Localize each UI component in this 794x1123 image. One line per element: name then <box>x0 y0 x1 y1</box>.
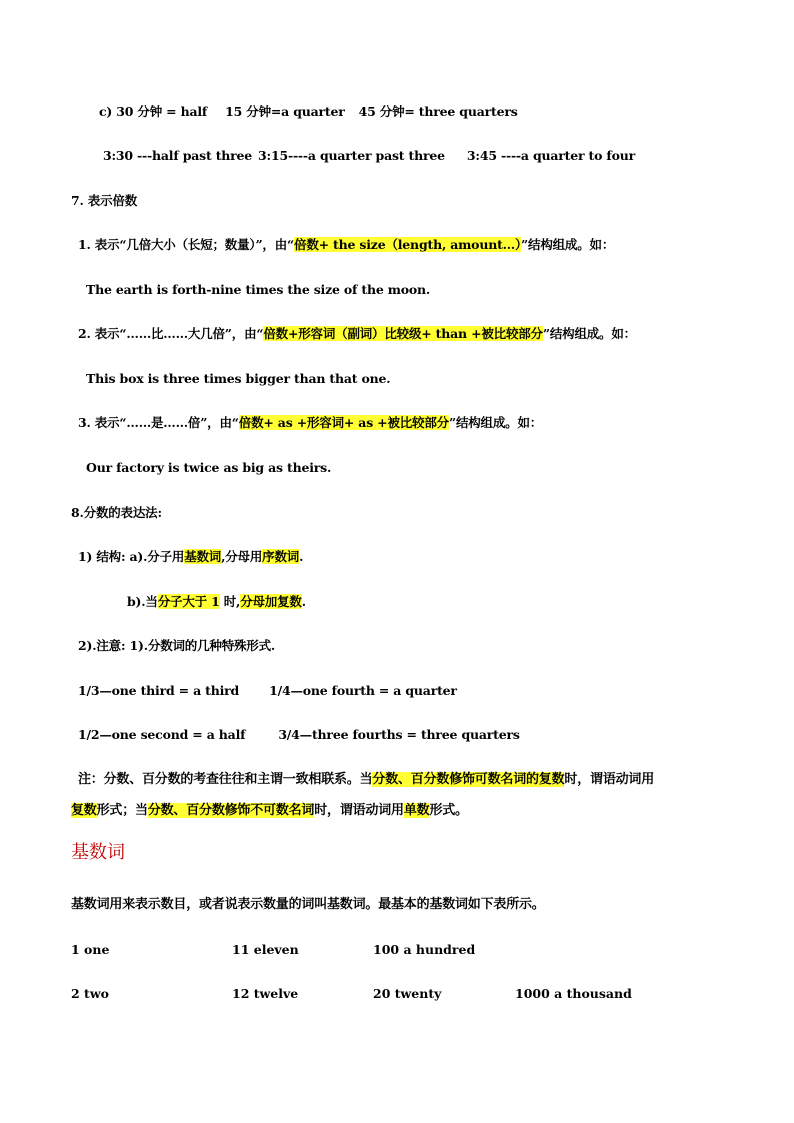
rule-1-prefix: 1. 表示“几倍大小（长短；数量）”，由“ <box>78 237 295 252</box>
rule-3-highlight: 倍数+ as +形容词+ as +被比较部分 <box>238 415 449 430</box>
fraction-structure-a <box>78 547 303 567</box>
structure-a-highlight-1: 基数词 <box>184 549 222 564</box>
rule-2-prefix: 2. 表示“……比……大几倍”，由“ <box>78 326 264 341</box>
cardinal-cell: 1000 a thousand <box>515 986 632 1001</box>
fraction-note-line-1 <box>78 770 654 790</box>
multiples-rule-1 <box>78 235 614 255</box>
fraction-pair-2 <box>78 725 520 745</box>
time-quarter: 15 分钟=a quarter <box>225 104 345 119</box>
note-middle: 时，谓语动词用 <box>564 772 655 787</box>
time-three-quarters: 45 分钟= three quarters <box>358 104 518 119</box>
multiples-rule-2 <box>78 324 636 344</box>
multiples-example-2: This box is three times bigger than that one. <box>86 371 391 386</box>
rule-3-prefix: 3. 表示“……是……倍”，由“ <box>78 415 239 430</box>
time-line-2 <box>103 146 635 166</box>
rule-1-suffix: ”结构组成。如： <box>521 237 615 252</box>
fraction-one-fourth: 1/4—one fourth = a quarter <box>269 683 457 698</box>
section-title-multiples: 7. 表示倍数 <box>71 193 138 208</box>
structure-a-suffix: . <box>299 549 304 564</box>
structure-b-highlight-2: 分母加复数 <box>240 594 302 609</box>
structure-a-highlight-2: 序数词 <box>262 549 300 564</box>
cardinal-cell: 20 twenty <box>373 986 442 1001</box>
fraction-one-third: 1/3—one third = a third <box>78 683 240 698</box>
structure-b-middle: 时, <box>219 594 241 609</box>
note-line-2-a: 形式；当 <box>96 803 148 818</box>
note-prefix: 注：分数、百分数的考查往往和主谓一致相联系。当 <box>78 772 373 787</box>
time-half-past: 3:30 ---half past three <box>103 148 253 163</box>
cardinal-heading: 基数词 <box>71 842 125 863</box>
time-quarter-past: 3:15----a quarter past three <box>258 148 445 163</box>
cardinal-cell: 100 a hundred <box>373 942 476 957</box>
fraction-structure-b <box>127 592 306 612</box>
fraction-note-line-2 <box>71 801 468 821</box>
note-highlight-singular: 单数 <box>403 803 430 818</box>
cardinal-intro: 基数词用来表示数目，或者说表示数量的词叫基数词。最基本的基数词如下表所示。 <box>71 897 545 912</box>
fraction-one-half: 1/2—one second = a half <box>78 727 246 742</box>
structure-b-suffix: . <box>301 594 306 609</box>
structure-b-highlight-1: 分子大于 1 <box>157 594 220 609</box>
multiples-rule-3 <box>78 413 542 433</box>
structure-a-middle: ,分母用 <box>221 549 263 564</box>
rule-3-suffix: ”结构组成。如： <box>448 415 543 430</box>
cardinal-cell: 2 two <box>71 986 109 1001</box>
time-half: c) 30 分钟 = half <box>99 104 208 119</box>
rule-1-highlight: 倍数+ the size（length, amount…） <box>294 237 522 252</box>
note-highlight-plural: 分数、百分数修饰可数名词的复数 <box>372 772 565 787</box>
rule-2-suffix: ”结构组成。如： <box>542 326 636 341</box>
time-quarter-to: 3:45 ----a quarter to four <box>466 148 635 163</box>
cardinal-cell: 1 one <box>71 942 110 957</box>
fraction-pair-1 <box>78 681 457 701</box>
time-line-1 <box>99 102 518 122</box>
cardinal-cell: 11 eleven <box>232 942 299 957</box>
fraction-note-title: 2).注意: 1).分数词的几种特殊形式. <box>78 638 276 653</box>
multiples-example-1: The earth is forth-nine times the size of the moon. <box>86 282 431 297</box>
cardinal-cell: 12 twelve <box>232 986 299 1001</box>
fraction-three-fourths: 3/4—three fourths = three quarters <box>278 727 520 742</box>
note-line-2-c: 形式。 <box>429 803 468 818</box>
section-title-fractions: 8.分数的表达法: <box>71 505 162 520</box>
note-highlight-uncountable: 分数、百分数修饰不可数名词 <box>147 803 315 818</box>
note-highlight-plural-form: 复数 <box>71 803 97 818</box>
structure-b-prefix: b).当 <box>127 594 158 609</box>
rule-2-highlight: 倍数+形容词（副词）比较级+ than +被比较部分 <box>263 326 543 341</box>
note-line-2-b: 时，谓语动词用 <box>314 803 404 818</box>
structure-a-prefix: 1) 结构: a).分子用 <box>78 549 185 564</box>
multiples-example-3: Our factory is twice as big as theirs. <box>86 460 332 475</box>
